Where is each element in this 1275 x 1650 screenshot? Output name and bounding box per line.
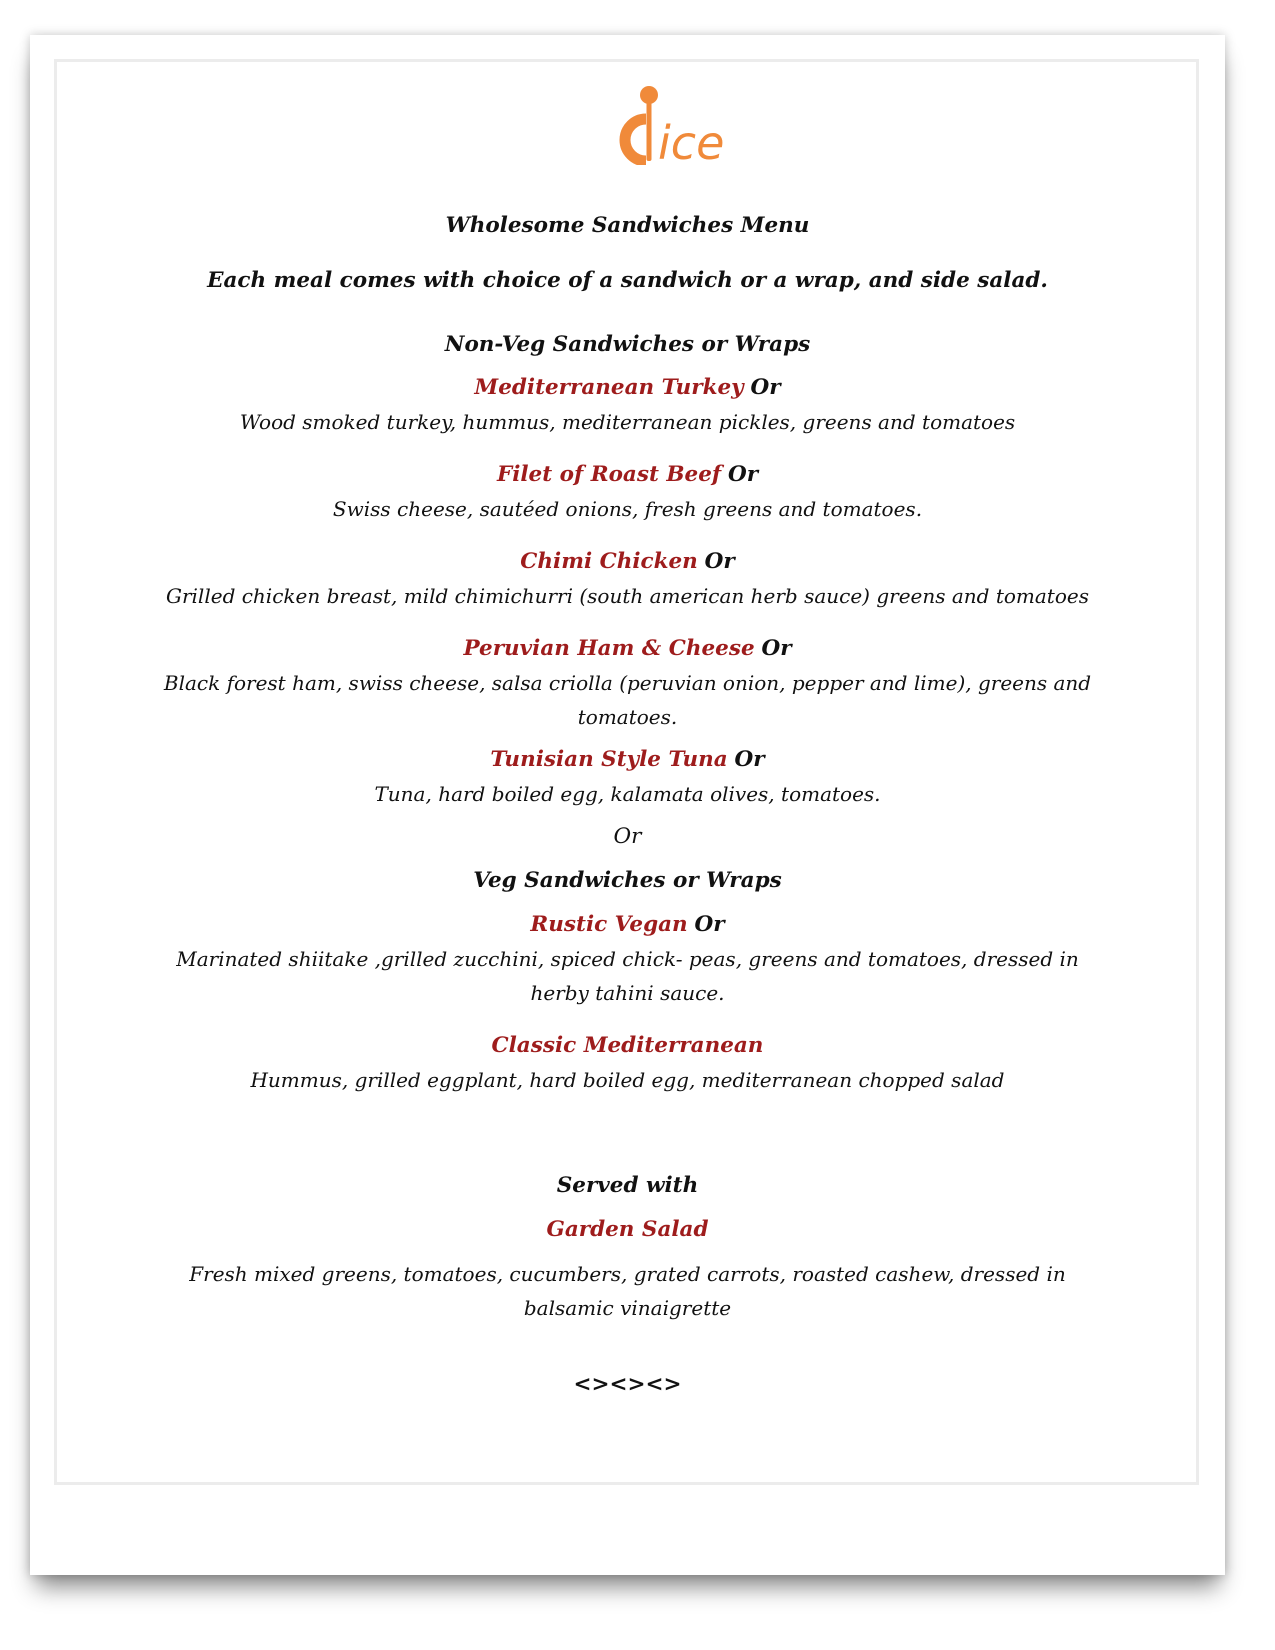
dish-description: Wood smoked turkey, hummus, mediterranean pickles, greens and tomatoes [239,410,1016,434]
menu-item-title [30,743,1225,777]
dish-description: Marinated shiitake ,grilled zucchini, spiced chick- peas, greens and tomatoes, dressed in herby tahini sauce. [176,947,1079,1005]
or-label: Or [734,747,765,772]
or-label: Or [761,636,792,661]
menu-intro: Each meal comes with choice of a sandwich or a wrap, and side salad. [207,268,1048,293]
dice-logo [582,85,742,165]
dish-name: Classic Mediterranean [491,1033,764,1058]
menu-title: Wholesome Sandwiches Menu [445,213,810,238]
footer-ornament: <><><> [573,1372,682,1397]
dish-description: Hummus, grilled eggplant, hard boiled egg, mediterranean chopped salad [250,1068,1005,1092]
side-dish-description: Fresh mixed greens, tomatoes, cucumbers, grated carrots, roasted cashew, dressed in balsamic vinaigrette [189,1262,1066,1320]
dish-name: Tunisian Style Tuna [490,747,728,772]
dish-description: Tuna, hard boiled egg, kalamata olives, tomatoes. [374,782,881,806]
menu-item-title [30,908,1225,942]
logo-letter-d-icon [625,119,646,161]
side-dish-name: Garden Salad [546,1217,709,1242]
served-heading: Served with [556,1173,699,1198]
or-label: Or [704,549,735,574]
dish-name: Mediterranean Turkey [474,375,744,400]
dish-name: Filet of Roast Beef [496,462,722,487]
dish-description: Grilled chicken breast, mild chimichurri (south american herb sauce) greens and tomatoes [166,584,1089,608]
menu-item-title [30,545,1225,579]
or-label: Or [728,462,759,487]
menu-item-title [30,458,1225,492]
or-label: Or [694,912,725,937]
menu-page [30,35,1225,1575]
logo-text: ice [658,116,725,165]
veg-heading: Veg Sandwiches or Wraps [473,868,782,893]
menu-item-title [30,371,1225,405]
logo-spoon-handle-icon [647,101,652,161]
dish-name: Rustic Vegan [530,912,688,937]
or-label: Or [750,375,781,400]
dish-name: Chimi Chicken [520,549,698,574]
menu-item-title [30,1029,1225,1063]
separator-or: Or [613,824,642,849]
dish-description: Black forest ham, swiss cheese, salsa criolla (peruvian onion, pepper and lime), greens and tomatoes. [163,671,1092,729]
menu-item-title [30,632,1225,666]
nonveg-heading: Non-Veg Sandwiches or Wraps [444,332,811,357]
dish-description: Swiss cheese, sautéed onions, fresh greens and tomatoes. [332,497,923,521]
dish-name: Peruvian Ham & Cheese [463,636,755,661]
